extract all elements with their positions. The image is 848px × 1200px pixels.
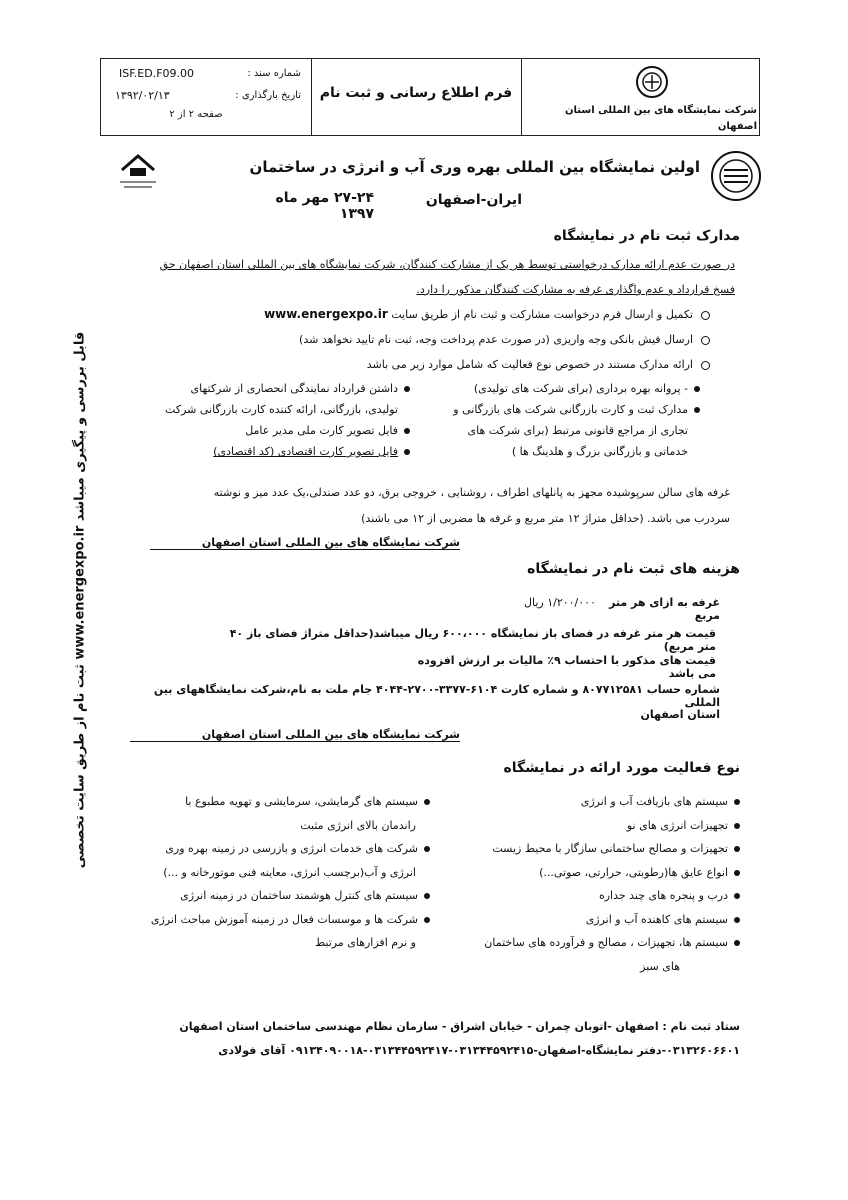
list-item: تولیدی، بازرگانی، ارائه کننده کارت بازرگانی شرکت [165, 403, 398, 416]
company-logo [635, 65, 669, 99]
list-item: درب و پنجره های چند جداره [460, 884, 740, 908]
list-item: و نرم افزارهای مرتبط [314, 936, 416, 949]
booth-description-line2: سردرب می باشد. (حداقل متراژ ۱۲ متر مربع و غرفه ها مضربی از ۱۲ می باشند) [361, 512, 730, 525]
docs-left-list [130, 378, 410, 462]
upload-date-label: تاریخ بارگذاری : [235, 90, 301, 101]
bullet-icon [734, 917, 740, 923]
step-2: ارسال فیش بانکی وجه واریزی (در صورت عدم پرداخت وجه، ثبت نام تایید نخواهد شد) [220, 333, 710, 346]
step-1: تکمیل و ارسال فرم درخواست مشارکت و ثبت نام از طریق سایت www.energexpo.ir [214, 307, 710, 321]
bullet-icon [734, 893, 740, 899]
bullet-ring-icon [701, 311, 710, 320]
footer-address: ستاد ثبت نام : اصفهان -اتوبان چمران - خیابان اشراق - سازمان نظام مهندسی ساختمان استان اصفهان [179, 1020, 740, 1033]
header-divider [521, 59, 522, 135]
bullet-icon [734, 823, 740, 829]
organization-logo [116, 150, 160, 190]
list-item: فایل تصویر کارت اقتصادی (کد اقتصادی) [130, 441, 410, 462]
activity-right-list [460, 790, 740, 978]
document-header [100, 58, 760, 136]
bullet-icon [734, 846, 740, 852]
bullet-icon [734, 870, 740, 876]
docs-signature: شرکت نمایشگاه های بین المللی استان اصفهان [150, 536, 460, 550]
bullet-icon [424, 917, 430, 923]
footer-phones: ۰۳۱۳۲۶۰۶۶۰۱-دفتر نمایشگاه-اصفهان-۰۳۱۳۴۴۵۹۲۴۱۵-۰۳۱۳۴۴۵۹۲۴۱۷-۰۹۱۳۴۰۹۰۰۱۸ آقای فولادی [218, 1044, 740, 1057]
list-item: انرژی و آب(برچسب انرژی، معاینه فنی موتورخانه و ...) [163, 865, 416, 879]
cost-heading: هزینه های ثبت نام در نمایشگاه [527, 561, 740, 577]
indoor-price: ۱/۲۰۰/۰۰۰ ریال [524, 596, 596, 609]
list-item: فایل تصویر کارت ملی مدیر عامل [130, 420, 410, 441]
list-item: سیستم های گرمایشی، سرمایشی و تهویه مطبوع با [130, 790, 430, 814]
site-link[interactable]: www.energexpo.ir [264, 307, 388, 321]
doc-number: ISF.ED.F09.00 [119, 67, 195, 80]
bullet-icon [404, 386, 410, 392]
bullet-ring-icon [701, 361, 710, 370]
list-item: تجهیزات انرژی های نو [460, 814, 740, 838]
header-divider [311, 59, 312, 135]
tax-line: قیمت های مذکور با احتساب ۹٪ مالیات بر ارزش افزوده می باشد [417, 654, 716, 680]
list-item: تجهیزات و مصالح ساختمانی سازگار با محیط زیست [460, 837, 740, 861]
list-item: انواع عایق ها(رطوبتی، حرارتی، صوتی...) [460, 861, 740, 885]
list-item: شرکت های خدمات انرژی و بازرسی در زمینه بهره وری [130, 837, 430, 861]
list-item: راندمان بالای انرژی مثبت [300, 818, 416, 832]
bullet-ring-icon [701, 336, 710, 345]
cost-signature: شرکت نمایشگاه های بین المللی استان اصفهان [130, 728, 460, 742]
form-title: فرم اطلاع رسانی و ثبت نام [319, 85, 513, 101]
doc-number-label: شماره سند : [247, 68, 301, 79]
exhibition-location: ایران-اصفهان [425, 192, 522, 208]
outdoor-price-line: قیمت هر متر غرفه در فضای باز نمایشگاه ۶۰۰،۰۰۰ ریال میباشد(حداقل متراژ فضای باز ۴۰ متر مربع) [229, 627, 716, 653]
list-item: خدماتی و بازرگانی بزرگ و هلدینگ ها ) [511, 445, 688, 458]
account-line2: استان اصفهان [640, 708, 720, 721]
exhibition-logo [710, 150, 762, 202]
list-item: مدارک ثبت و کارت بازرگانی شرکت های بازرگانی و [440, 399, 700, 420]
list-item: سیستم های بازیافت آب و انرژی [460, 790, 740, 814]
bullet-icon [734, 799, 740, 805]
indoor-price-label: غرفه به ازای هر متر مربع [609, 596, 720, 622]
step-3: ارائه مدارک مستند در خصوص نوع فعالیت که شامل موارد زیر می باشد [290, 358, 710, 371]
docs-heading: مدارک ثبت نام در نمایشگاه [553, 228, 740, 244]
list-item: تجاری از مراجع قانونی مرتبط (برای شرکت های [467, 424, 688, 437]
docs-right-list [440, 378, 700, 462]
list-item: سیستم های کاهنده آب و انرژی [460, 908, 740, 932]
list-item: های سبز [640, 959, 680, 973]
company-name-line2: اصفهان [717, 121, 757, 132]
docs-intro-line1: در صورت عدم ارائه مدارک درخواستی توسط هر یک از مشارکت کنندگان، شرکت نمایشگاه های بین المللی استان اصفهان حق [159, 258, 735, 271]
side-stamp-text: قابل بررسی و پیگیری میباشد www.energexpo.ir ثبت نام از طریق سایت تخصصی [72, 331, 88, 869]
account-line: شماره حساب ۸۰۷۷۱۲۵۸۱ و شماره کارت ۶۱۰۴-۳۳۷۷-۲۷۰۰-۴۰۴۴ جام ملت به نام،شرکت نمایشگاههای بین المللی [153, 683, 720, 709]
company-name-line1: شرکت نمایشگاه های بین المللی استان [565, 105, 757, 116]
exhibition-title: اولین نمایشگاه بین المللی بهره وری آب و انرژی در ساختمان [249, 158, 700, 176]
activity-left-list [130, 790, 430, 955]
list-item: شرکت ها و موسسات فعال در زمینه آموزش مباحث انرژی [130, 908, 430, 932]
bullet-icon [424, 846, 430, 852]
page-number: صفحه ۲ از ۲ [169, 109, 223, 120]
side-stamp [60, 290, 100, 910]
bullet-icon [404, 428, 410, 434]
list-item: داشتن قرارداد نمایندگی انحصاری از شرکتهای [130, 378, 410, 399]
bullet-icon [424, 799, 430, 805]
bullet-icon [424, 893, 430, 899]
activity-heading: نوع فعالیت مورد ارائه در نمایشگاه [503, 760, 740, 776]
docs-intro-line2: فسخ قرارداد و عدم واگذاری غرفه به مشارکت کنندگان مذکور را دارد. [416, 283, 735, 296]
bullet-icon [404, 449, 410, 455]
bullet-icon [734, 940, 740, 946]
upload-date: ۱۳۹۲/۰۲/۱۳ [115, 89, 170, 102]
exhibition-dates: ۲۷-۲۴ مهر ماه ۱۳۹۷ [275, 190, 374, 222]
list-item: سیستم های کنترل هوشمند ساختمان در زمینه انرژی [130, 884, 430, 908]
list-item: سیستم ها، تجهیزات ، مصالح و فرآورده های ساختمان [460, 931, 740, 955]
booth-description-line1: غرفه های سالن سرپوشیده مجهز به پانلهای اطراف ، روشنایی ، خروجی برق، دو عدد صندلی،یک عدد میز و نوشته [213, 486, 730, 499]
list-item: - پروانه بهره برداری (برای شرکت های تولیدی) [440, 378, 700, 399]
bullet-icon [694, 407, 700, 413]
bullet-icon [694, 386, 700, 392]
